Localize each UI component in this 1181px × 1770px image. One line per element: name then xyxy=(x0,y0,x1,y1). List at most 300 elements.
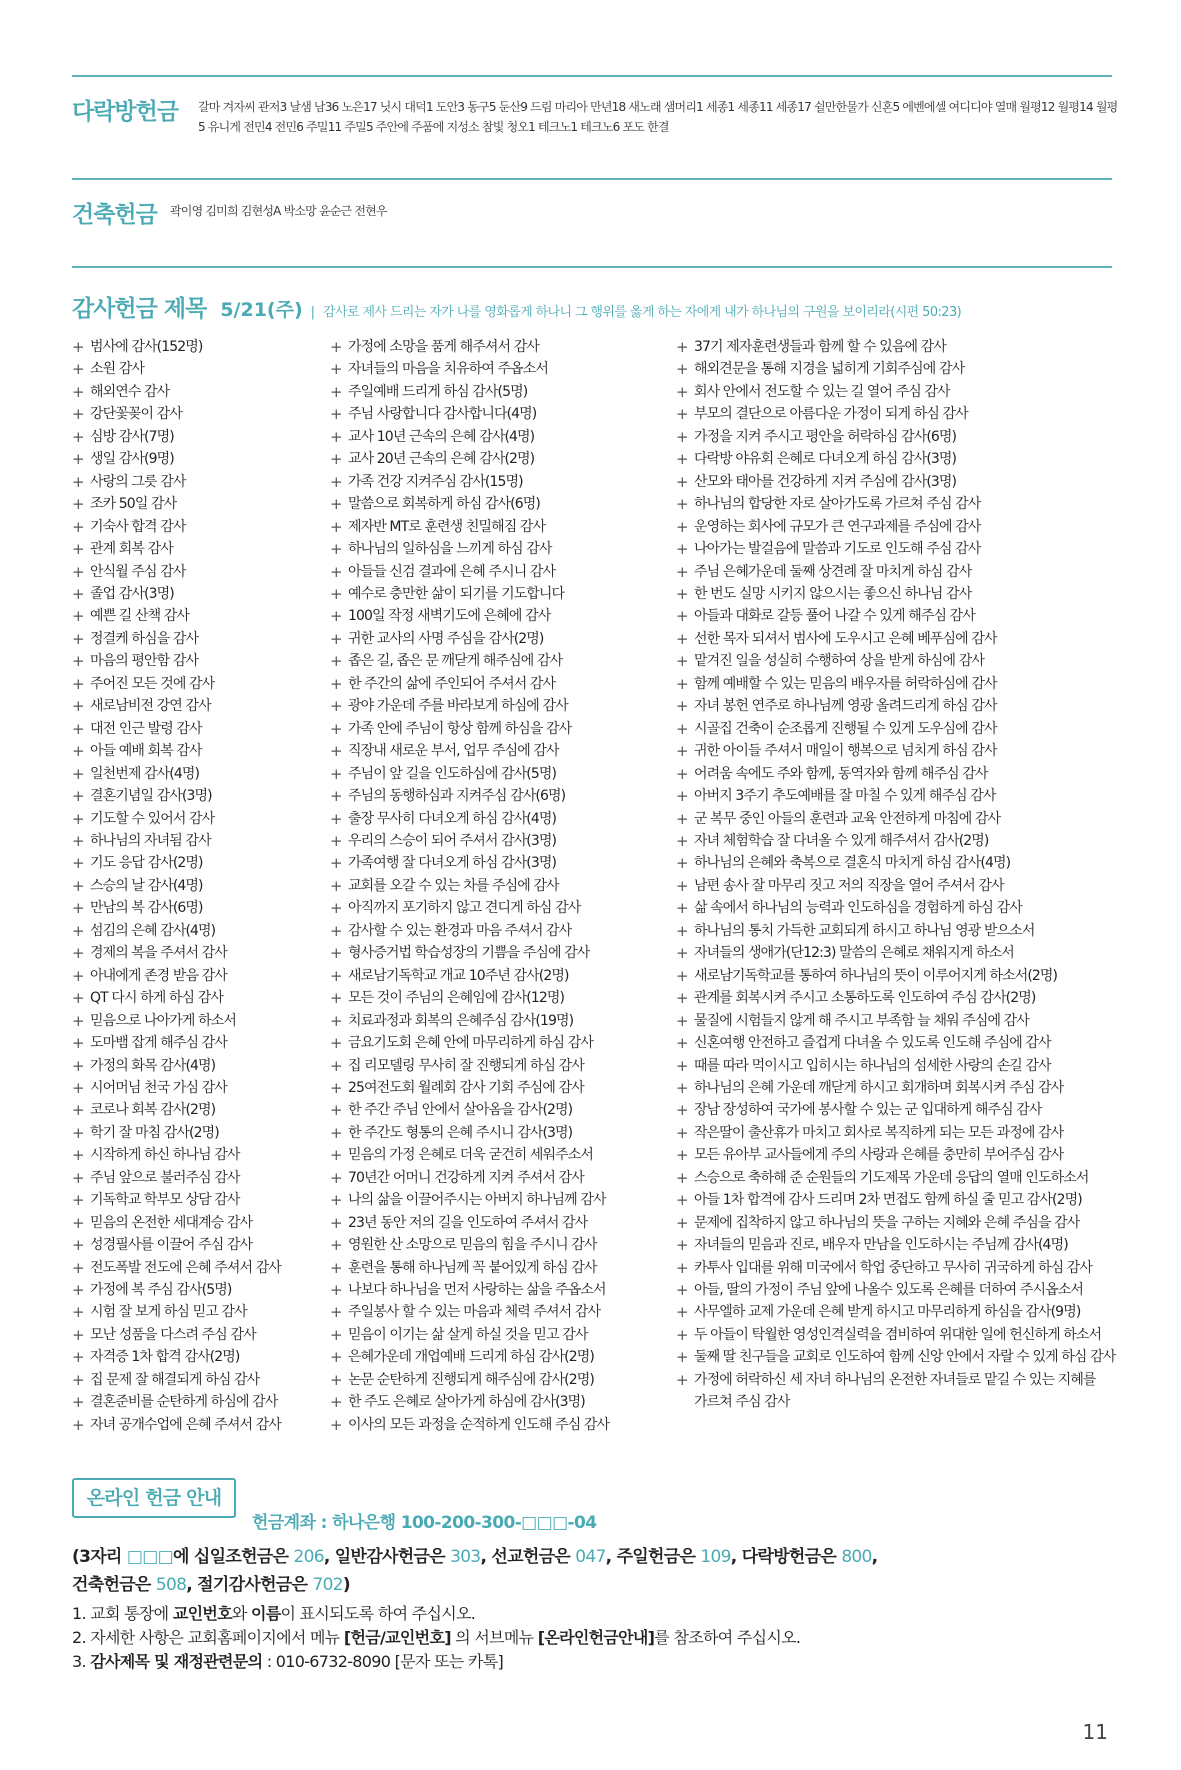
thanks-item-text: 기도 응답 감사(2명) xyxy=(90,855,203,872)
plus-icon: + xyxy=(330,607,342,626)
thanks-item-text: 아들 1차 합격에 감사 드리며 2차 면접도 함께 하실 줄 믿고 감사(2명) xyxy=(694,1192,1082,1209)
plus-icon: + xyxy=(72,1213,84,1232)
plus-icon: + xyxy=(676,1281,688,1300)
thanks-item xyxy=(676,561,1115,583)
thanks-item xyxy=(72,897,281,919)
note-1-tail: 이 표시되도록 하여 주십시오. xyxy=(280,1604,476,1623)
note-2-text: 2. 자세한 사항은 교회홈페이지에서 메뉴 xyxy=(72,1628,344,1647)
thanks-item xyxy=(72,403,281,425)
divider-building xyxy=(72,266,1112,268)
thanks-item xyxy=(72,628,281,650)
note-3 xyxy=(72,1650,1112,1674)
thanks-list-column-1 xyxy=(72,336,281,1436)
thanks-item xyxy=(676,695,1115,717)
thanks-item xyxy=(72,740,281,762)
bible-verse: 감사로 제사 드리는 자가 나를 영화롭게 하나니 그 행위를 옳게 하는 자에게 내가 하나님의 구원을 보이리라(시편 50:23) xyxy=(323,305,962,320)
plus-icon: + xyxy=(330,562,342,581)
thanks-item xyxy=(72,1414,281,1436)
plus-icon: + xyxy=(72,1393,84,1412)
thanks-item xyxy=(72,808,281,830)
thanks-item xyxy=(676,628,1115,650)
note-2-menu: [헌금/교인번호] xyxy=(343,1628,451,1647)
plus-icon: + xyxy=(72,764,84,783)
thanks-item-text: 한 주간도 형통의 은혜 주시니 감사(3명) xyxy=(348,1124,573,1141)
plus-icon: + xyxy=(676,405,688,424)
plus-icon: + xyxy=(330,584,342,603)
thanks-list-column-2 xyxy=(330,336,609,1436)
thanks-item-text: 집 리모델링 무사히 잘 진행되게 하심 감사 xyxy=(348,1057,584,1074)
code-tithe: 206 xyxy=(293,1547,324,1567)
plus-icon: + xyxy=(676,517,688,536)
plus-icon: + xyxy=(330,450,342,469)
thanks-item xyxy=(330,538,609,560)
plus-icon: + xyxy=(72,584,84,603)
plus-icon: + xyxy=(330,966,342,985)
thanks-item xyxy=(676,785,1115,807)
thanks-item-text: 자녀 체험학습 잘 다녀올 수 있게 해주셔서 감사(2명) xyxy=(694,832,989,849)
plus-icon: + xyxy=(330,1325,342,1344)
thanks-item xyxy=(330,403,609,425)
thanks-item xyxy=(72,1324,281,1346)
thanks-item xyxy=(72,561,281,583)
thanks-item-text: 운영하는 회사에 규모가 큰 연구과제를 주심에 감사 xyxy=(694,518,981,535)
codes-prefix: (3자리 xyxy=(72,1547,127,1567)
thanks-item xyxy=(330,650,609,672)
thanks-item-text: 마음의 평안함 감사 xyxy=(90,653,199,670)
thanks-item xyxy=(72,1234,281,1256)
thanks-item-text: 주님의 동행하심과 지켜주심 감사(6명) xyxy=(348,788,566,805)
thanks-item-text: 아들과 대화로 갈등 풀어 나갈 수 있게 해주심 감사 xyxy=(694,608,975,625)
thanks-item-text: 신혼여행 안전하고 즐겁게 다녀올 수 있도록 인도해 주심에 감사 xyxy=(694,1035,1051,1052)
plus-icon: + xyxy=(72,1078,84,1097)
thanks-item xyxy=(72,583,281,605)
thanks-item xyxy=(676,740,1115,762)
thanks-offering-date: 5/21(주) xyxy=(220,299,303,321)
thanks-item-text: 결혼준비를 순탄하게 하심에 감사 xyxy=(90,1394,278,1411)
plus-icon: + xyxy=(330,1123,342,1142)
thanks-item-text: 모든 것이 주님의 은혜임에 감사(12명) xyxy=(348,990,565,1007)
thanks-item-text: 가정에 소망을 품게 해주셔서 감사 xyxy=(348,339,539,355)
plus-icon: + xyxy=(676,427,688,446)
thanks-item xyxy=(72,942,281,964)
divider-darak xyxy=(72,178,1112,180)
thanks-item-text: 자녀들의 믿음과 진로, 배우자 만남을 인도하시는 주님께 감사(4명) xyxy=(694,1237,1068,1254)
plus-icon: + xyxy=(72,1325,84,1344)
thanks-item-text: 하나님의 일하심을 느끼게 하심 감사 xyxy=(348,541,552,558)
thanks-item xyxy=(72,1369,281,1391)
thanks-item xyxy=(330,1144,609,1166)
thanks-item xyxy=(330,763,609,785)
thanks-item xyxy=(676,1324,1115,1346)
plus-icon: + xyxy=(72,360,84,379)
label-building: 건축헌금은 xyxy=(72,1575,156,1595)
thanks-item-text: 자녀들의 마음을 치유하여 주옵소서 xyxy=(348,361,549,378)
plus-icon: + xyxy=(72,899,84,918)
thanks-item xyxy=(330,673,609,695)
thanks-item-text: 두 아들이 탁월한 영성인격실력을 겸비하여 위대한 일에 헌신하게 하소서 xyxy=(694,1326,1102,1343)
thanks-item xyxy=(72,516,281,538)
thanks-item-text: 도마뱀 잡게 해주심 감사 xyxy=(90,1035,227,1052)
thanks-item-text: 장남 장성하여 국가에 봉사할 수 있는 군 입대하게 해주심 감사 xyxy=(694,1102,1042,1119)
thanks-item-text: 귀한 교사의 사명 주심을 감사(2명) xyxy=(348,630,544,647)
plus-icon: + xyxy=(330,831,342,850)
thanks-item xyxy=(330,1234,609,1256)
thanks-item xyxy=(330,1122,609,1144)
plus-icon: + xyxy=(676,989,688,1008)
thanks-item-text: 일천번제 감사(4명) xyxy=(90,765,200,782)
plus-icon: + xyxy=(330,1415,342,1434)
thanks-item-text: 강단꽃꽂이 감사 xyxy=(90,406,182,423)
thanks-item xyxy=(72,538,281,560)
thanks-item-text: 훈련을 통해 하나님께 꼭 붙어있게 하심 감사 xyxy=(348,1259,597,1276)
thanks-item-text: 주일봉사 할 수 있는 마음과 체력 주셔서 감사 xyxy=(348,1304,601,1321)
plus-icon: + xyxy=(330,1056,342,1075)
thanks-item xyxy=(676,1279,1115,1301)
thanks-item xyxy=(676,493,1115,515)
plus-icon: + xyxy=(330,495,342,514)
plus-icon: + xyxy=(676,764,688,783)
label-season: , 절기감사헌금은 xyxy=(186,1575,313,1595)
thanks-item-text: 시어머님 천국 가심 감사 xyxy=(90,1079,227,1096)
plus-icon: + xyxy=(676,562,688,581)
plus-icon: + xyxy=(72,742,84,761)
thanks-item-text: 형사증거법 학습성장의 기쁨을 주심에 감사 xyxy=(348,945,590,962)
thanks-item-text: 가정을 지켜 주시고 평안을 허락하심 감사(6명) xyxy=(694,428,957,445)
thanks-item xyxy=(676,605,1115,627)
thanks-item-text: 함께 예배할 수 있는 믿음의 배우자를 허락하심에 감사 xyxy=(694,675,997,692)
thanks-item xyxy=(330,1099,609,1121)
thanks-item-text: 아들, 딸의 가정이 주님 앞에 나올수 있도록 은혜를 더하여 주시옵소서 xyxy=(694,1282,1083,1299)
note-3-num: 3. xyxy=(72,1652,91,1671)
building-offering-names: 곽이영 김미희 김현성A 박소망 윤순근 전현우 xyxy=(170,204,387,218)
plus-icon: + xyxy=(676,338,688,356)
plus-icon: + xyxy=(72,652,84,671)
plus-icon: + xyxy=(72,607,84,626)
plus-icon: + xyxy=(676,1348,688,1367)
thanks-item-text: 귀한 아이들 주셔서 매일이 행복으로 넘치게 하심 감사 xyxy=(694,743,997,760)
plus-icon: + xyxy=(676,629,688,648)
plus-icon: + xyxy=(72,1191,84,1210)
plus-icon: + xyxy=(72,629,84,648)
plus-icon: + xyxy=(330,1034,342,1053)
offering-codes xyxy=(72,1543,1112,1599)
plus-icon: + xyxy=(676,584,688,603)
thanks-item-text: 하나님의 합당한 자로 살아가도록 가르쳐 주심 감사 xyxy=(694,496,981,513)
label-darak: , 다락방헌금은 xyxy=(730,1547,842,1567)
thanks-item xyxy=(676,1189,1115,1211)
plus-icon: + xyxy=(330,1078,342,1097)
thanks-item-text: 가족 안에 주님이 항상 함께 하심을 감사 xyxy=(348,720,572,737)
plus-icon: + xyxy=(330,1370,342,1389)
code-season: 702 xyxy=(312,1575,343,1595)
thanks-item-text: 둘째 딸 친구들을 교회로 인도하여 함께 신앙 안에서 자랄 수 있게 하심 감사 xyxy=(694,1349,1116,1366)
plus-icon: + xyxy=(72,1303,84,1322)
plus-icon: + xyxy=(330,989,342,1008)
thanks-item-text: 모든 유아부 교사들에게 주의 사랑과 은혜를 충만히 부어주심 감사 xyxy=(694,1147,1064,1164)
plus-icon: + xyxy=(676,607,688,626)
note-1 xyxy=(72,1602,1112,1626)
thanks-item-text: 선한 목자 되셔서 범사에 도우시고 은혜 베푸심에 감사 xyxy=(694,630,997,647)
thanks-item-text: 나의 삶을 이끌어주시는 아버지 하나님께 감사 xyxy=(348,1192,606,1209)
thanks-item-text: 조카 50일 감사 xyxy=(90,496,177,513)
thanks-item xyxy=(330,808,609,830)
thanks-item-text: 제자반 MT로 훈련생 친밀해짐 감사 xyxy=(348,518,546,535)
note-2-tail: 를 참조하여 주십시오. xyxy=(654,1628,801,1647)
thanks-item xyxy=(330,493,609,515)
thanks-item xyxy=(676,1099,1115,1121)
thanks-item xyxy=(676,1144,1115,1166)
plus-icon: + xyxy=(330,1303,342,1322)
plus-icon: + xyxy=(72,427,84,446)
thanks-item xyxy=(676,1032,1115,1054)
plus-icon: + xyxy=(676,1370,688,1389)
thanks-item-text: 학기 잘 마침 감사(2명) xyxy=(90,1124,219,1141)
note-3-label: 감사제목 및 재정관련문의 xyxy=(90,1652,263,1671)
thanks-item-text: 다락방 야유회 은혜로 다녀오게 하심 감사(3명) xyxy=(694,451,957,468)
thanks-item xyxy=(676,920,1115,942)
thanks-item-text: 한 주도 은혜로 살아가게 하심에 감사(3명) xyxy=(348,1394,585,1411)
plus-icon: + xyxy=(72,854,84,873)
thanks-item-text: 하나님의 은혜 가운데 깨닫게 하시고 회개하며 회복시켜 주심 감사 xyxy=(694,1079,1064,1096)
thanks-item-text: 자격증 1차 합격 감사(2명) xyxy=(90,1349,240,1366)
plus-icon: + xyxy=(330,1393,342,1412)
plus-icon: + xyxy=(676,1056,688,1075)
thanks-item-text: 아들 예배 회복 감사 xyxy=(90,743,202,760)
thanks-item-text: 37기 제자훈련생들과 함께 할 수 있음에 감사 xyxy=(694,339,946,355)
thanks-item xyxy=(676,538,1115,560)
plus-icon: + xyxy=(330,899,342,918)
thanks-item xyxy=(676,897,1115,919)
thanks-item-text: 논문 순탄하게 진행되게 해주심에 감사(2명) xyxy=(348,1371,594,1388)
offering-notes xyxy=(72,1602,1112,1674)
thanks-item-text: 대전 인근 발령 감사 xyxy=(90,720,202,737)
plus-icon: + xyxy=(72,472,84,491)
thanks-item-text: 사무엘하 교제 가운데 은혜 받게 하시고 마무리하게 하심을 감사(9명) xyxy=(694,1304,1081,1321)
page-number: 11 xyxy=(1082,1720,1108,1744)
plus-icon: + xyxy=(72,562,84,581)
note-1-and: 와 xyxy=(231,1604,251,1623)
plus-icon: + xyxy=(676,495,688,514)
plus-icon: + xyxy=(330,540,342,559)
thanks-item xyxy=(330,987,609,1009)
thanks-item-text: 예쁜 길 산책 감사 xyxy=(90,608,190,625)
thanks-item xyxy=(676,808,1115,830)
plus-icon: + xyxy=(72,1101,84,1120)
thanks-item xyxy=(330,965,609,987)
thanks-item xyxy=(676,1234,1115,1256)
thanks-item xyxy=(330,1212,609,1234)
thanks-item-text: 기도할 수 있어서 감사 xyxy=(90,810,215,827)
thanks-item xyxy=(330,426,609,448)
thanks-item xyxy=(676,1346,1115,1368)
plus-icon: + xyxy=(676,1078,688,1097)
thanks-item xyxy=(330,1077,609,1099)
plus-icon: + xyxy=(330,944,342,963)
thanks-item xyxy=(676,650,1115,672)
thanks-item xyxy=(676,1122,1115,1144)
plus-icon: + xyxy=(72,809,84,828)
plus-icon: + xyxy=(330,921,342,940)
plus-icon: + xyxy=(676,899,688,918)
thanks-item-text: 한 번도 실망 시키지 않으시는 좋으신 하나님 감사 xyxy=(694,585,972,602)
plus-icon: + xyxy=(330,1213,342,1232)
thanks-item-text: 주님이 앞 길을 인도하심에 감사(5명) xyxy=(348,765,557,782)
thanks-item-text: 영원한 산 소망으로 믿음의 힘을 주시니 감사 xyxy=(348,1237,597,1254)
thanks-item xyxy=(72,695,281,717)
codes-mid: 에 십일조헌금은 xyxy=(172,1547,294,1567)
plus-icon: + xyxy=(330,405,342,424)
thanks-item xyxy=(676,471,1115,493)
thanks-item xyxy=(330,605,609,627)
thanks-item xyxy=(330,1279,609,1301)
plus-icon: + xyxy=(676,1123,688,1142)
thanks-item xyxy=(72,763,281,785)
plus-icon: + xyxy=(676,1146,688,1165)
thanks-item xyxy=(330,336,609,358)
thanks-item xyxy=(676,1010,1115,1032)
thanks-item xyxy=(72,965,281,987)
thanks-item-text: 광야 가운데 주를 바라보게 하심에 감사 xyxy=(348,698,568,715)
plus-icon: + xyxy=(330,697,342,716)
thanks-item-text: 가족여행 잘 다녀오게 하심 감사(3명) xyxy=(348,855,557,872)
plus-icon: + xyxy=(72,674,84,693)
thanks-item xyxy=(72,336,281,358)
plus-icon: + xyxy=(72,338,84,356)
thanks-item xyxy=(330,1010,609,1032)
thanks-item xyxy=(72,1010,281,1032)
plus-icon: + xyxy=(676,472,688,491)
plus-icon: + xyxy=(330,674,342,693)
plus-icon: + xyxy=(72,989,84,1008)
thanks-item xyxy=(72,1055,281,1077)
plus-icon: + xyxy=(330,338,342,356)
code-general: 303 xyxy=(450,1547,481,1567)
plus-icon: + xyxy=(72,944,84,963)
thanks-item-text: 아직까지 포기하지 않고 견디게 하심 감사 xyxy=(348,900,581,917)
thanks-item xyxy=(330,875,609,897)
thanks-item xyxy=(72,1167,281,1189)
thanks-item xyxy=(330,830,609,852)
plus-icon: + xyxy=(72,921,84,940)
thanks-item xyxy=(72,493,281,515)
plus-icon: + xyxy=(330,1168,342,1187)
plus-icon: + xyxy=(72,697,84,716)
thanks-item-text: 남편 송사 잘 마무리 짓고 저의 직장을 열어 주셔서 감사 xyxy=(694,877,1004,894)
plus-icon: + xyxy=(72,1123,84,1142)
plus-icon: + xyxy=(72,540,84,559)
plus-icon: + xyxy=(676,1168,688,1187)
thanks-item-text: 안식월 주심 감사 xyxy=(90,563,186,580)
plus-icon: + xyxy=(72,1348,84,1367)
thanks-item-text: 이사의 모든 과정을 순적하게 인도해 주심 감사 xyxy=(348,1416,610,1433)
thanks-item xyxy=(676,718,1115,740)
thanks-item xyxy=(330,1032,609,1054)
thanks-item-text: 시험 잘 보게 하심 믿고 감사 xyxy=(90,1304,247,1321)
plus-icon: + xyxy=(330,1281,342,1300)
thanks-item-text: 믿음으로 나아가게 하소서 xyxy=(90,1012,236,1029)
thanks-item xyxy=(330,1301,609,1323)
plus-icon: + xyxy=(676,1213,688,1232)
thanks-item xyxy=(676,426,1115,448)
plus-icon: + xyxy=(72,966,84,985)
plus-icon: + xyxy=(330,1258,342,1277)
thanks-item-text: 주님 은혜가운데 둘째 상견례 잘 마치게 하심 감사 xyxy=(694,563,972,580)
thanks-item-text: 기숙사 합격 감사 xyxy=(90,518,186,535)
darak-offering-title: 다락방헌금 xyxy=(72,99,179,125)
plus-icon: + xyxy=(330,629,342,648)
thanks-item xyxy=(72,1032,281,1054)
thanks-item-text: 생일 감사(9명) xyxy=(90,451,174,468)
thanks-item-text: 새로남기독학교 개교 10주년 감사(2명) xyxy=(348,967,569,984)
plus-icon: + xyxy=(330,787,342,806)
plus-icon: + xyxy=(676,921,688,940)
plus-icon: + xyxy=(72,719,84,738)
thanks-item xyxy=(676,381,1115,403)
thanks-item xyxy=(330,561,609,583)
thanks-item xyxy=(676,1055,1115,1077)
thanks-item-text: 집 문제 잘 해결되게 하심 감사 xyxy=(90,1371,260,1388)
thanks-item-text: 주님 사랑합니다 감사합니다(4명) xyxy=(348,406,537,423)
thanks-item-text: 주어진 모든 것에 감사 xyxy=(90,675,215,692)
thanks-item-text: 때를 따라 먹이시고 입히시는 하나님의 섬세한 사랑의 손길 감사 xyxy=(694,1057,1051,1074)
thanks-item xyxy=(676,673,1115,695)
plus-icon: + xyxy=(330,652,342,671)
label-building-comma: , xyxy=(871,1547,878,1567)
plus-icon: + xyxy=(676,1034,688,1053)
plus-icon: + xyxy=(676,360,688,379)
plus-icon: + xyxy=(330,382,342,401)
plus-icon: + xyxy=(72,876,84,895)
thanks-item-text: 결혼기념일 감사(3명) xyxy=(90,788,212,805)
thanks-item-text: 범사에 감사(152명) xyxy=(90,339,203,355)
plus-icon: + xyxy=(330,1011,342,1030)
plus-icon: + xyxy=(330,1101,342,1120)
thanks-item-text: 스승의 날 감사(4명) xyxy=(90,877,203,894)
plus-icon: + xyxy=(72,1011,84,1030)
note-1-text: 1. 교회 통장에 xyxy=(72,1604,173,1623)
thanks-item-text: 출장 무사히 다녀오게 하심 감사(4명) xyxy=(348,810,557,827)
plus-icon: + xyxy=(72,1056,84,1075)
thanks-item-text: 자녀 공개수업에 은혜 주셔서 감사 xyxy=(90,1416,281,1433)
thanks-item xyxy=(330,1189,609,1211)
plus-icon: + xyxy=(330,1236,342,1255)
label-sunday: , 주일헌금은 xyxy=(605,1547,701,1567)
thanks-item xyxy=(330,516,609,538)
plus-icon: + xyxy=(330,517,342,536)
thanks-offering-header xyxy=(72,290,961,323)
thanks-item-text: 심방 감사(7명) xyxy=(90,428,174,445)
thanks-item-text: 전도폭발 전도에 은혜 주셔서 감사 xyxy=(90,1259,281,1276)
thanks-item-text: 시작하게 하신 하나님 감사 xyxy=(90,1147,240,1164)
plus-icon: + xyxy=(72,450,84,469)
code-mission: 047 xyxy=(575,1547,606,1567)
thanks-item-text: 관계 회복 감사 xyxy=(90,541,173,558)
plus-icon: + xyxy=(72,1281,84,1300)
thanks-item xyxy=(330,448,609,470)
thanks-item xyxy=(330,897,609,919)
thanks-item-text: 기독학교 학부모 상담 감사 xyxy=(90,1192,240,1209)
thanks-item xyxy=(72,718,281,740)
thanks-item-text: 새로남비전 강연 감사 xyxy=(90,698,211,715)
thanks-item-text: 해외견문을 통해 지경을 넓히게 기회주심에 감사 xyxy=(694,361,965,378)
thanks-item xyxy=(676,358,1115,380)
thanks-item xyxy=(676,516,1115,538)
note-2 xyxy=(72,1626,1112,1650)
thanks-item-text: 만남의 복 감사(6명) xyxy=(90,900,203,917)
note-1-member-number: 교인번호 xyxy=(172,1604,232,1623)
plus-icon: + xyxy=(72,1168,84,1187)
code-darak: 800 xyxy=(841,1547,872,1567)
